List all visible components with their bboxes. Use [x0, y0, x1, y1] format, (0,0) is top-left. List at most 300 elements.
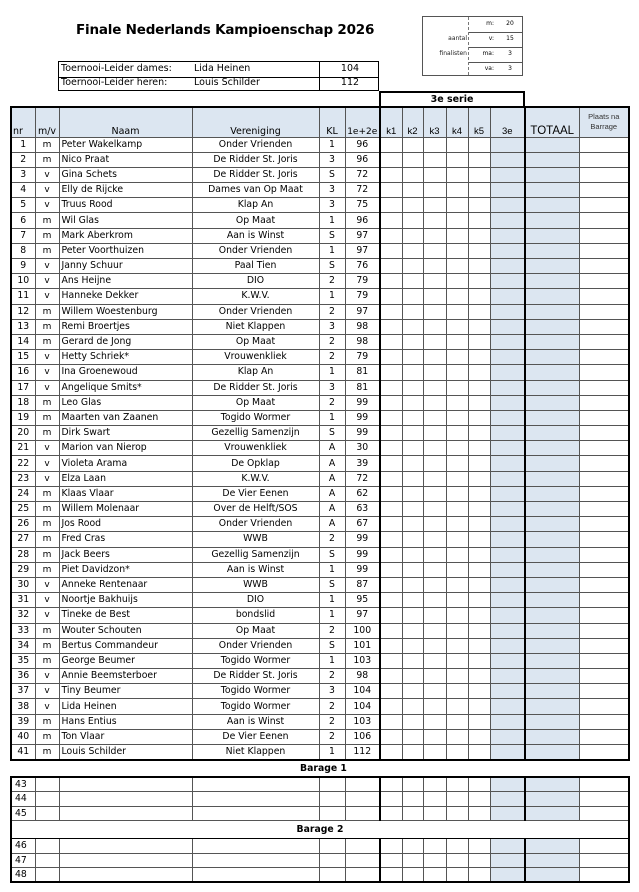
barage-input-cell[interactable]: [423, 868, 446, 883]
k2-input-cell[interactable]: [402, 577, 423, 592]
barage-input-cell[interactable]: [59, 777, 192, 792]
k2-input-cell[interactable]: [402, 274, 423, 289]
barage-input-cell[interactable]: [446, 777, 468, 792]
k5-input-cell[interactable]: [468, 593, 490, 608]
barage-input-cell[interactable]: [579, 853, 629, 868]
k3-input-cell[interactable]: [423, 259, 446, 274]
k5-input-cell[interactable]: [468, 395, 490, 410]
k4-input-cell[interactable]: [446, 183, 468, 198]
k3-input-cell[interactable]: [423, 426, 446, 441]
barage-input-cell[interactable]: [59, 806, 192, 821]
k5-input-cell[interactable]: [468, 502, 490, 517]
k2-input-cell[interactable]: [402, 486, 423, 501]
barage-input-cell[interactable]: [402, 806, 423, 821]
k4-input-cell[interactable]: [446, 395, 468, 410]
k5-input-cell[interactable]: [468, 714, 490, 729]
k2-input-cell[interactable]: [402, 638, 423, 653]
plaats-cell[interactable]: [579, 259, 629, 274]
barage-input-cell[interactable]: [345, 868, 380, 883]
plaats-cell[interactable]: [579, 228, 629, 243]
k2-input-cell[interactable]: [402, 350, 423, 365]
k5-input-cell[interactable]: [468, 228, 490, 243]
k5-input-cell[interactable]: [468, 699, 490, 714]
k4-input-cell[interactable]: [446, 684, 468, 699]
k3-input-cell[interactable]: [423, 243, 446, 258]
barage-input-cell[interactable]: [192, 839, 319, 854]
k5-input-cell[interactable]: [468, 532, 490, 547]
plaats-cell[interactable]: [579, 623, 629, 638]
k1-input-cell[interactable]: [380, 714, 402, 729]
k2-input-cell[interactable]: [402, 334, 423, 349]
k5-input-cell[interactable]: [468, 334, 490, 349]
k3-input-cell[interactable]: [423, 532, 446, 547]
k4-input-cell[interactable]: [446, 350, 468, 365]
k4-input-cell[interactable]: [446, 334, 468, 349]
barage-input-cell[interactable]: [423, 806, 446, 821]
k5-input-cell[interactable]: [468, 137, 490, 152]
k3-input-cell[interactable]: [423, 699, 446, 714]
barage-input-cell[interactable]: [402, 853, 423, 868]
k5-input-cell[interactable]: [468, 198, 490, 213]
k4-input-cell[interactable]: [446, 532, 468, 547]
k3-input-cell[interactable]: [423, 729, 446, 744]
k1-input-cell[interactable]: [380, 289, 402, 304]
plaats-cell[interactable]: [579, 213, 629, 228]
plaats-cell[interactable]: [579, 365, 629, 380]
barage-input-cell[interactable]: [446, 853, 468, 868]
k4-input-cell[interactable]: [446, 699, 468, 714]
barage-input-cell[interactable]: [579, 868, 629, 883]
k4-input-cell[interactable]: [446, 669, 468, 684]
k4-input-cell[interactable]: [446, 653, 468, 668]
barage-input-cell[interactable]: [380, 868, 402, 883]
k5-input-cell[interactable]: [468, 365, 490, 380]
barage-input-cell[interactable]: [402, 839, 423, 854]
k1-input-cell[interactable]: [380, 623, 402, 638]
k3-input-cell[interactable]: [423, 380, 446, 395]
barage-input-cell[interactable]: [319, 853, 345, 868]
barage-input-cell[interactable]: [402, 792, 423, 807]
k1-input-cell[interactable]: [380, 243, 402, 258]
k3-input-cell[interactable]: [423, 441, 446, 456]
plaats-cell[interactable]: [579, 714, 629, 729]
plaats-cell[interactable]: [579, 441, 629, 456]
k5-input-cell[interactable]: [468, 486, 490, 501]
barage-input-cell[interactable]: [345, 853, 380, 868]
k5-input-cell[interactable]: [468, 517, 490, 532]
k1-input-cell[interactable]: [380, 304, 402, 319]
k5-input-cell[interactable]: [468, 152, 490, 167]
k1-input-cell[interactable]: [380, 608, 402, 623]
k3-input-cell[interactable]: [423, 137, 446, 152]
k4-input-cell[interactable]: [446, 167, 468, 182]
plaats-cell[interactable]: [579, 562, 629, 577]
k3-input-cell[interactable]: [423, 456, 446, 471]
k4-input-cell[interactable]: [446, 745, 468, 761]
k1-input-cell[interactable]: [380, 638, 402, 653]
k3-input-cell[interactable]: [423, 213, 446, 228]
k2-input-cell[interactable]: [402, 243, 423, 258]
k3-input-cell[interactable]: [423, 714, 446, 729]
k5-input-cell[interactable]: [468, 304, 490, 319]
barage-input-cell[interactable]: [423, 853, 446, 868]
plaats-cell[interactable]: [579, 547, 629, 562]
k2-input-cell[interactable]: [402, 380, 423, 395]
k4-input-cell[interactable]: [446, 319, 468, 334]
k1-input-cell[interactable]: [380, 137, 402, 152]
k5-input-cell[interactable]: [468, 638, 490, 653]
barage-input-cell[interactable]: [423, 777, 446, 792]
plaats-cell[interactable]: [579, 653, 629, 668]
k1-input-cell[interactable]: [380, 471, 402, 486]
k1-input-cell[interactable]: [380, 410, 402, 425]
barage-input-cell[interactable]: [35, 777, 59, 792]
plaats-cell[interactable]: [579, 517, 629, 532]
barage-input-cell[interactable]: [35, 792, 59, 807]
k2-input-cell[interactable]: [402, 729, 423, 744]
plaats-cell[interactable]: [579, 274, 629, 289]
barage-input-cell[interactable]: [423, 839, 446, 854]
k5-input-cell[interactable]: [468, 167, 490, 182]
k5-input-cell[interactable]: [468, 426, 490, 441]
barage-input-cell[interactable]: [192, 868, 319, 883]
k5-input-cell[interactable]: [468, 547, 490, 562]
barage-input-cell[interactable]: [468, 806, 490, 821]
plaats-cell[interactable]: [579, 198, 629, 213]
barage-input-cell[interactable]: [380, 806, 402, 821]
k2-input-cell[interactable]: [402, 502, 423, 517]
k3-input-cell[interactable]: [423, 274, 446, 289]
k1-input-cell[interactable]: [380, 486, 402, 501]
plaats-cell[interactable]: [579, 334, 629, 349]
barage-input-cell[interactable]: [192, 806, 319, 821]
k3-input-cell[interactable]: [423, 562, 446, 577]
k4-input-cell[interactable]: [446, 608, 468, 623]
k5-input-cell[interactable]: [468, 274, 490, 289]
barage-input-cell[interactable]: [192, 853, 319, 868]
k2-input-cell[interactable]: [402, 426, 423, 441]
plaats-cell[interactable]: [579, 532, 629, 547]
k3-input-cell[interactable]: [423, 745, 446, 761]
barage-input-cell[interactable]: [59, 792, 192, 807]
k1-input-cell[interactable]: [380, 532, 402, 547]
plaats-cell[interactable]: [579, 699, 629, 714]
k4-input-cell[interactable]: [446, 471, 468, 486]
k5-input-cell[interactable]: [468, 380, 490, 395]
k2-input-cell[interactable]: [402, 456, 423, 471]
k2-input-cell[interactable]: [402, 259, 423, 274]
k3-input-cell[interactable]: [423, 395, 446, 410]
k5-input-cell[interactable]: [468, 289, 490, 304]
k2-input-cell[interactable]: [402, 365, 423, 380]
k5-input-cell[interactable]: [468, 669, 490, 684]
k3-input-cell[interactable]: [423, 228, 446, 243]
k2-input-cell[interactable]: [402, 395, 423, 410]
k5-input-cell[interactable]: [468, 653, 490, 668]
plaats-cell[interactable]: [579, 380, 629, 395]
k4-input-cell[interactable]: [446, 729, 468, 744]
k2-input-cell[interactable]: [402, 213, 423, 228]
barage-input-cell[interactable]: [468, 868, 490, 883]
k3-input-cell[interactable]: [423, 319, 446, 334]
k1-input-cell[interactable]: [380, 183, 402, 198]
barage-input-cell[interactable]: [319, 868, 345, 883]
k2-input-cell[interactable]: [402, 183, 423, 198]
plaats-cell[interactable]: [579, 319, 629, 334]
barage-input-cell[interactable]: [192, 792, 319, 807]
plaats-cell[interactable]: [579, 684, 629, 699]
k4-input-cell[interactable]: [446, 593, 468, 608]
k1-input-cell[interactable]: [380, 547, 402, 562]
k2-input-cell[interactable]: [402, 532, 423, 547]
k3-input-cell[interactable]: [423, 684, 446, 699]
k2-input-cell[interactable]: [402, 669, 423, 684]
barage-input-cell[interactable]: [59, 868, 192, 883]
plaats-cell[interactable]: [579, 502, 629, 517]
k3-input-cell[interactable]: [423, 304, 446, 319]
k4-input-cell[interactable]: [446, 714, 468, 729]
k5-input-cell[interactable]: [468, 243, 490, 258]
plaats-cell[interactable]: [579, 395, 629, 410]
k4-input-cell[interactable]: [446, 380, 468, 395]
k3-input-cell[interactable]: [423, 289, 446, 304]
k5-input-cell[interactable]: [468, 471, 490, 486]
plaats-cell[interactable]: [579, 729, 629, 744]
k3-input-cell[interactable]: [423, 623, 446, 638]
k2-input-cell[interactable]: [402, 410, 423, 425]
barage-input-cell[interactable]: [35, 853, 59, 868]
k2-input-cell[interactable]: [402, 319, 423, 334]
k1-input-cell[interactable]: [380, 152, 402, 167]
k3-input-cell[interactable]: [423, 608, 446, 623]
k1-input-cell[interactable]: [380, 593, 402, 608]
k3-input-cell[interactable]: [423, 471, 446, 486]
k4-input-cell[interactable]: [446, 623, 468, 638]
plaats-cell[interactable]: [579, 638, 629, 653]
k5-input-cell[interactable]: [468, 623, 490, 638]
barage-input-cell[interactable]: [402, 868, 423, 883]
k3-input-cell[interactable]: [423, 593, 446, 608]
k4-input-cell[interactable]: [446, 274, 468, 289]
k4-input-cell[interactable]: [446, 441, 468, 456]
plaats-cell[interactable]: [579, 350, 629, 365]
barage-input-cell[interactable]: [59, 853, 192, 868]
k1-input-cell[interactable]: [380, 669, 402, 684]
barage-input-cell[interactable]: [468, 839, 490, 854]
barage-input-cell[interactable]: [345, 806, 380, 821]
k2-input-cell[interactable]: [402, 547, 423, 562]
k3-input-cell[interactable]: [423, 517, 446, 532]
k1-input-cell[interactable]: [380, 699, 402, 714]
k1-input-cell[interactable]: [380, 213, 402, 228]
plaats-cell[interactable]: [579, 167, 629, 182]
k1-input-cell[interactable]: [380, 365, 402, 380]
k3-input-cell[interactable]: [423, 547, 446, 562]
barage-input-cell[interactable]: [319, 839, 345, 854]
k3-input-cell[interactable]: [423, 653, 446, 668]
k1-input-cell[interactable]: [380, 198, 402, 213]
plaats-cell[interactable]: [579, 745, 629, 761]
plaats-cell[interactable]: [579, 456, 629, 471]
k4-input-cell[interactable]: [446, 243, 468, 258]
k1-input-cell[interactable]: [380, 167, 402, 182]
k3-input-cell[interactable]: [423, 334, 446, 349]
k3-input-cell[interactable]: [423, 486, 446, 501]
k2-input-cell[interactable]: [402, 745, 423, 761]
barage-input-cell[interactable]: [579, 777, 629, 792]
k4-input-cell[interactable]: [446, 410, 468, 425]
plaats-cell[interactable]: [579, 577, 629, 592]
plaats-cell[interactable]: [579, 669, 629, 684]
k4-input-cell[interactable]: [446, 456, 468, 471]
k3-input-cell[interactable]: [423, 410, 446, 425]
k2-input-cell[interactable]: [402, 653, 423, 668]
barage-input-cell[interactable]: [446, 792, 468, 807]
k2-input-cell[interactable]: [402, 623, 423, 638]
barage-input-cell[interactable]: [468, 792, 490, 807]
k4-input-cell[interactable]: [446, 562, 468, 577]
k4-input-cell[interactable]: [446, 502, 468, 517]
k4-input-cell[interactable]: [446, 304, 468, 319]
barage-input-cell[interactable]: [319, 806, 345, 821]
barage-input-cell[interactable]: [345, 777, 380, 792]
plaats-cell[interactable]: [579, 137, 629, 152]
k2-input-cell[interactable]: [402, 517, 423, 532]
k5-input-cell[interactable]: [468, 745, 490, 761]
k1-input-cell[interactable]: [380, 562, 402, 577]
k5-input-cell[interactable]: [468, 183, 490, 198]
k5-input-cell[interactable]: [468, 259, 490, 274]
plaats-cell[interactable]: [579, 486, 629, 501]
barage-input-cell[interactable]: [319, 792, 345, 807]
barage-input-cell[interactable]: [380, 777, 402, 792]
k2-input-cell[interactable]: [402, 137, 423, 152]
k2-input-cell[interactable]: [402, 562, 423, 577]
k3-input-cell[interactable]: [423, 577, 446, 592]
barage-input-cell[interactable]: [468, 853, 490, 868]
k4-input-cell[interactable]: [446, 486, 468, 501]
k4-input-cell[interactable]: [446, 213, 468, 228]
barage-input-cell[interactable]: [380, 792, 402, 807]
barage-input-cell[interactable]: [345, 839, 380, 854]
k1-input-cell[interactable]: [380, 334, 402, 349]
plaats-cell[interactable]: [579, 410, 629, 425]
barage-input-cell[interactable]: [579, 839, 629, 854]
k5-input-cell[interactable]: [468, 562, 490, 577]
k3-input-cell[interactable]: [423, 183, 446, 198]
k4-input-cell[interactable]: [446, 289, 468, 304]
k4-input-cell[interactable]: [446, 638, 468, 653]
k5-input-cell[interactable]: [468, 729, 490, 744]
barage-input-cell[interactable]: [192, 777, 319, 792]
k2-input-cell[interactable]: [402, 289, 423, 304]
k2-input-cell[interactable]: [402, 167, 423, 182]
k4-input-cell[interactable]: [446, 517, 468, 532]
k1-input-cell[interactable]: [380, 380, 402, 395]
k2-input-cell[interactable]: [402, 593, 423, 608]
barage-input-cell[interactable]: [380, 839, 402, 854]
k2-input-cell[interactable]: [402, 198, 423, 213]
k4-input-cell[interactable]: [446, 137, 468, 152]
k5-input-cell[interactable]: [468, 410, 490, 425]
plaats-cell[interactable]: [579, 608, 629, 623]
barage-input-cell[interactable]: [446, 806, 468, 821]
k4-input-cell[interactable]: [446, 426, 468, 441]
barage-input-cell[interactable]: [35, 868, 59, 883]
k4-input-cell[interactable]: [446, 228, 468, 243]
k1-input-cell[interactable]: [380, 456, 402, 471]
k4-input-cell[interactable]: [446, 198, 468, 213]
k3-input-cell[interactable]: [423, 167, 446, 182]
barage-input-cell[interactable]: [446, 839, 468, 854]
k1-input-cell[interactable]: [380, 653, 402, 668]
plaats-cell[interactable]: [579, 152, 629, 167]
plaats-cell[interactable]: [579, 304, 629, 319]
k4-input-cell[interactable]: [446, 259, 468, 274]
k3-input-cell[interactable]: [423, 638, 446, 653]
k5-input-cell[interactable]: [468, 213, 490, 228]
k2-input-cell[interactable]: [402, 228, 423, 243]
k5-input-cell[interactable]: [468, 456, 490, 471]
k3-input-cell[interactable]: [423, 198, 446, 213]
barage-input-cell[interactable]: [468, 777, 490, 792]
k2-input-cell[interactable]: [402, 304, 423, 319]
plaats-cell[interactable]: [579, 243, 629, 258]
k2-input-cell[interactable]: [402, 714, 423, 729]
barage-input-cell[interactable]: [380, 853, 402, 868]
k1-input-cell[interactable]: [380, 517, 402, 532]
k1-input-cell[interactable]: [380, 259, 402, 274]
k5-input-cell[interactable]: [468, 319, 490, 334]
k1-input-cell[interactable]: [380, 228, 402, 243]
k1-input-cell[interactable]: [380, 441, 402, 456]
plaats-cell[interactable]: [579, 593, 629, 608]
k5-input-cell[interactable]: [468, 577, 490, 592]
k1-input-cell[interactable]: [380, 745, 402, 761]
barage-input-cell[interactable]: [446, 868, 468, 883]
k4-input-cell[interactable]: [446, 577, 468, 592]
barage-input-cell[interactable]: [402, 777, 423, 792]
k1-input-cell[interactable]: [380, 502, 402, 517]
k1-input-cell[interactable]: [380, 426, 402, 441]
k3-input-cell[interactable]: [423, 669, 446, 684]
barage-input-cell[interactable]: [345, 792, 380, 807]
k4-input-cell[interactable]: [446, 152, 468, 167]
k2-input-cell[interactable]: [402, 152, 423, 167]
barage-input-cell[interactable]: [35, 806, 59, 821]
barage-input-cell[interactable]: [319, 777, 345, 792]
k2-input-cell[interactable]: [402, 699, 423, 714]
barage-input-cell[interactable]: [59, 839, 192, 854]
k1-input-cell[interactable]: [380, 350, 402, 365]
barage-input-cell[interactable]: [423, 792, 446, 807]
k4-input-cell[interactable]: [446, 365, 468, 380]
k2-input-cell[interactable]: [402, 608, 423, 623]
k1-input-cell[interactable]: [380, 319, 402, 334]
k4-input-cell[interactable]: [446, 547, 468, 562]
k2-input-cell[interactable]: [402, 441, 423, 456]
k5-input-cell[interactable]: [468, 441, 490, 456]
k2-input-cell[interactable]: [402, 684, 423, 699]
k5-input-cell[interactable]: [468, 350, 490, 365]
k3-input-cell[interactable]: [423, 152, 446, 167]
k5-input-cell[interactable]: [468, 684, 490, 699]
k2-input-cell[interactable]: [402, 471, 423, 486]
k3-input-cell[interactable]: [423, 350, 446, 365]
barage-input-cell[interactable]: [579, 792, 629, 807]
plaats-cell[interactable]: [579, 426, 629, 441]
k1-input-cell[interactable]: [380, 684, 402, 699]
